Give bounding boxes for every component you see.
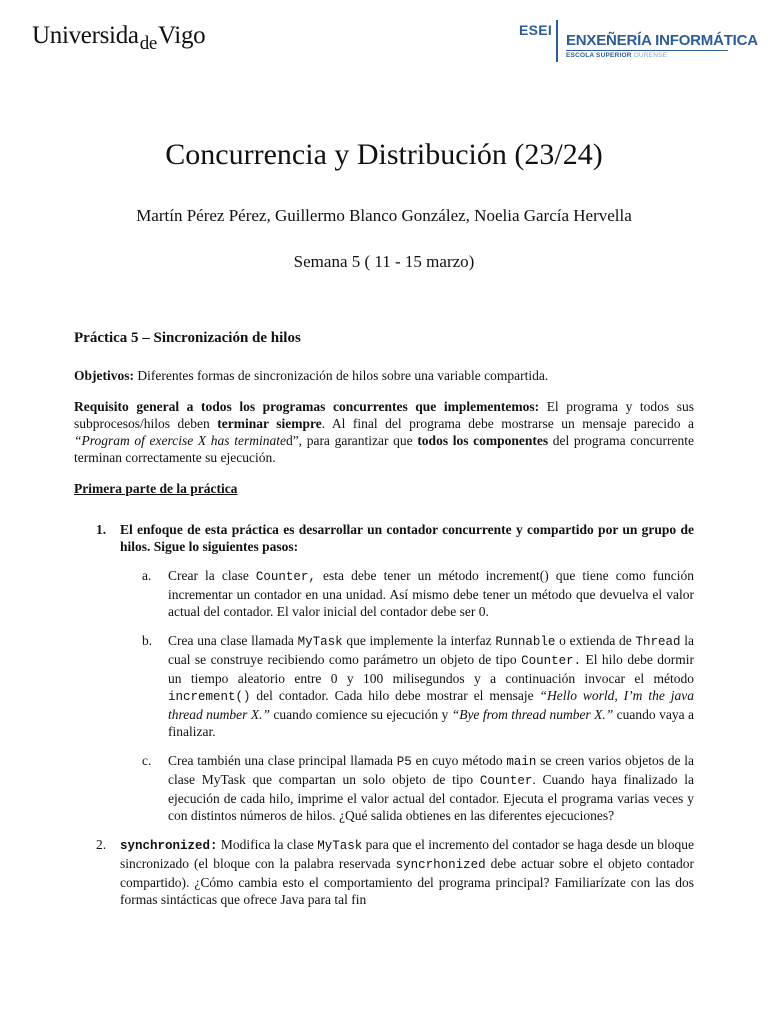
document-body (74, 330, 694, 920)
list-number: 2. (96, 837, 107, 852)
code: Thread (635, 635, 681, 649)
escola-label: ESCOLA SUPERIOR (566, 52, 632, 59)
practice-title: Práctica 5 – Sincronización de hilos (74, 330, 301, 346)
list-text: El enfoque de esta práctica es desarrollar un contador concurrente y compartido por un grupo de hilos. Sigue lo siguientes pasos: (120, 522, 694, 554)
text: El hilo debe dormir un tiempo aleatorio entre 0 y 100 milisegundos y a continuación invocar el método (168, 652, 694, 686)
code: main (506, 755, 537, 769)
code: increment() (168, 690, 251, 704)
text: Modifica la clase (217, 837, 318, 852)
logo-text-1: Universida (32, 22, 139, 49)
escola-text (566, 52, 667, 59)
text: se creen varios objetos de la clase MyTask que compartan un solo objeto de tipo (168, 753, 694, 787)
text: d”, para garantizar que (285, 433, 418, 448)
requirement-label: Requisito general a todos los programas concurrentes que implementemos: (74, 399, 540, 414)
list-letter: a. (142, 568, 152, 583)
enx-underline (566, 50, 728, 51)
page-header (0, 0, 768, 80)
ourense-label: OURENSE (633, 52, 668, 59)
text: debe actuar sobre el objeto contador compartido). ¿Cómo cambia esto el comportamiento del programa principal? Familiarízate con las dos formas sintácticas que ofrece Java para tal fin (120, 856, 694, 907)
list-letter: c. (142, 753, 152, 768)
week: Semana 5 ( 11 - 15 marzo) (293, 252, 475, 271)
text: . Al final del programa debe mostrarse un mensaje parecido a (321, 416, 694, 431)
university-logo (32, 22, 206, 54)
list-letter: b. (142, 633, 153, 648)
esei-divider (556, 20, 558, 62)
text: del programa concurrente terminan correctamente su ejecución. (74, 433, 694, 465)
text: . Cuando haya finalizado la ejecución de cada hilo, imprime el valor actual del contador. Ejecuta el programa varias veces y con distintos números de hilos. ¿Qué salida obtienes en las diferentes ejecuciones? (168, 772, 694, 823)
code: P5 (396, 755, 412, 769)
text: Crea también una clase principal llamada (168, 753, 397, 768)
code: Counter. (521, 654, 582, 668)
text-italic: “Program of exercise X has terminate (74, 433, 286, 448)
list-number: 1. (96, 522, 107, 537)
text-bold: terminar siempre (217, 416, 322, 431)
text: la cual se construye recibiendo como parámetro un objeto de tipo (168, 633, 694, 667)
text: que implemente la interfaz (342, 633, 496, 648)
code: MyTask (317, 839, 363, 853)
list-item-2 (74, 836, 694, 908)
text-italic: “Bye from thread number X.” (451, 707, 614, 722)
text: cuando vaya a finalizar. (168, 707, 694, 739)
sub-item-a (74, 567, 694, 620)
code: Counter (479, 774, 533, 788)
esei-text: ESEI (519, 22, 553, 38)
sub-item-c (74, 752, 694, 824)
list-item-1 (74, 521, 694, 555)
section-heading: Primera parte de la práctica (74, 481, 238, 496)
text: del contador. Cada hilo debe mostrar el mensaje (250, 688, 540, 703)
text: para que el incremento del contador se haga desde un bloque sincronizado (el bloque con la palabra reservada (120, 837, 695, 871)
code: Counter, (255, 570, 316, 584)
text: esta debe tener un método increment() que tiene como función incrementar un contador en una unidad. Así mismo debe tener un método que devuelva el valor actual del contador. El valor inicial del contador debe ser 0. (168, 568, 695, 619)
sub-item-b (74, 632, 694, 740)
text: o extienda de (555, 633, 636, 648)
objectives-paragraph (74, 367, 694, 384)
code: synchronized: (120, 839, 218, 853)
text-bold: todos los componentes (417, 433, 549, 448)
document-title: Concurrencia y Distribución (23/24) (165, 138, 603, 171)
text-italic: “Hello world, I’m the java thread number X.” (168, 688, 694, 722)
text: Crear la clase (168, 568, 256, 583)
enx-text: ENXEÑERÍA INFORMÁTICA (566, 32, 758, 49)
code: Runnable (495, 635, 556, 649)
code: syncrhonized (395, 858, 486, 872)
objectives-text: Diferentes formas de sincronización de hilos sobre una variable compartida. (134, 368, 549, 383)
logo-text-de: de (139, 33, 158, 54)
code: MyTask (297, 635, 343, 649)
text: en cuyo método (411, 753, 507, 768)
requirement-paragraph (74, 398, 694, 466)
text: El programa y todos sus subprocesos/hilos deben (74, 399, 694, 431)
authors: Martín Pérez Pérez, Guillermo Blanco González, Noelia García Hervella (136, 206, 632, 225)
text: Crea una clase llamada (168, 633, 298, 648)
logo-text-2: Vigo (158, 22, 206, 49)
objectives-label: Objetivos: (74, 368, 134, 383)
text: cuando comience su ejecución y (269, 707, 452, 722)
